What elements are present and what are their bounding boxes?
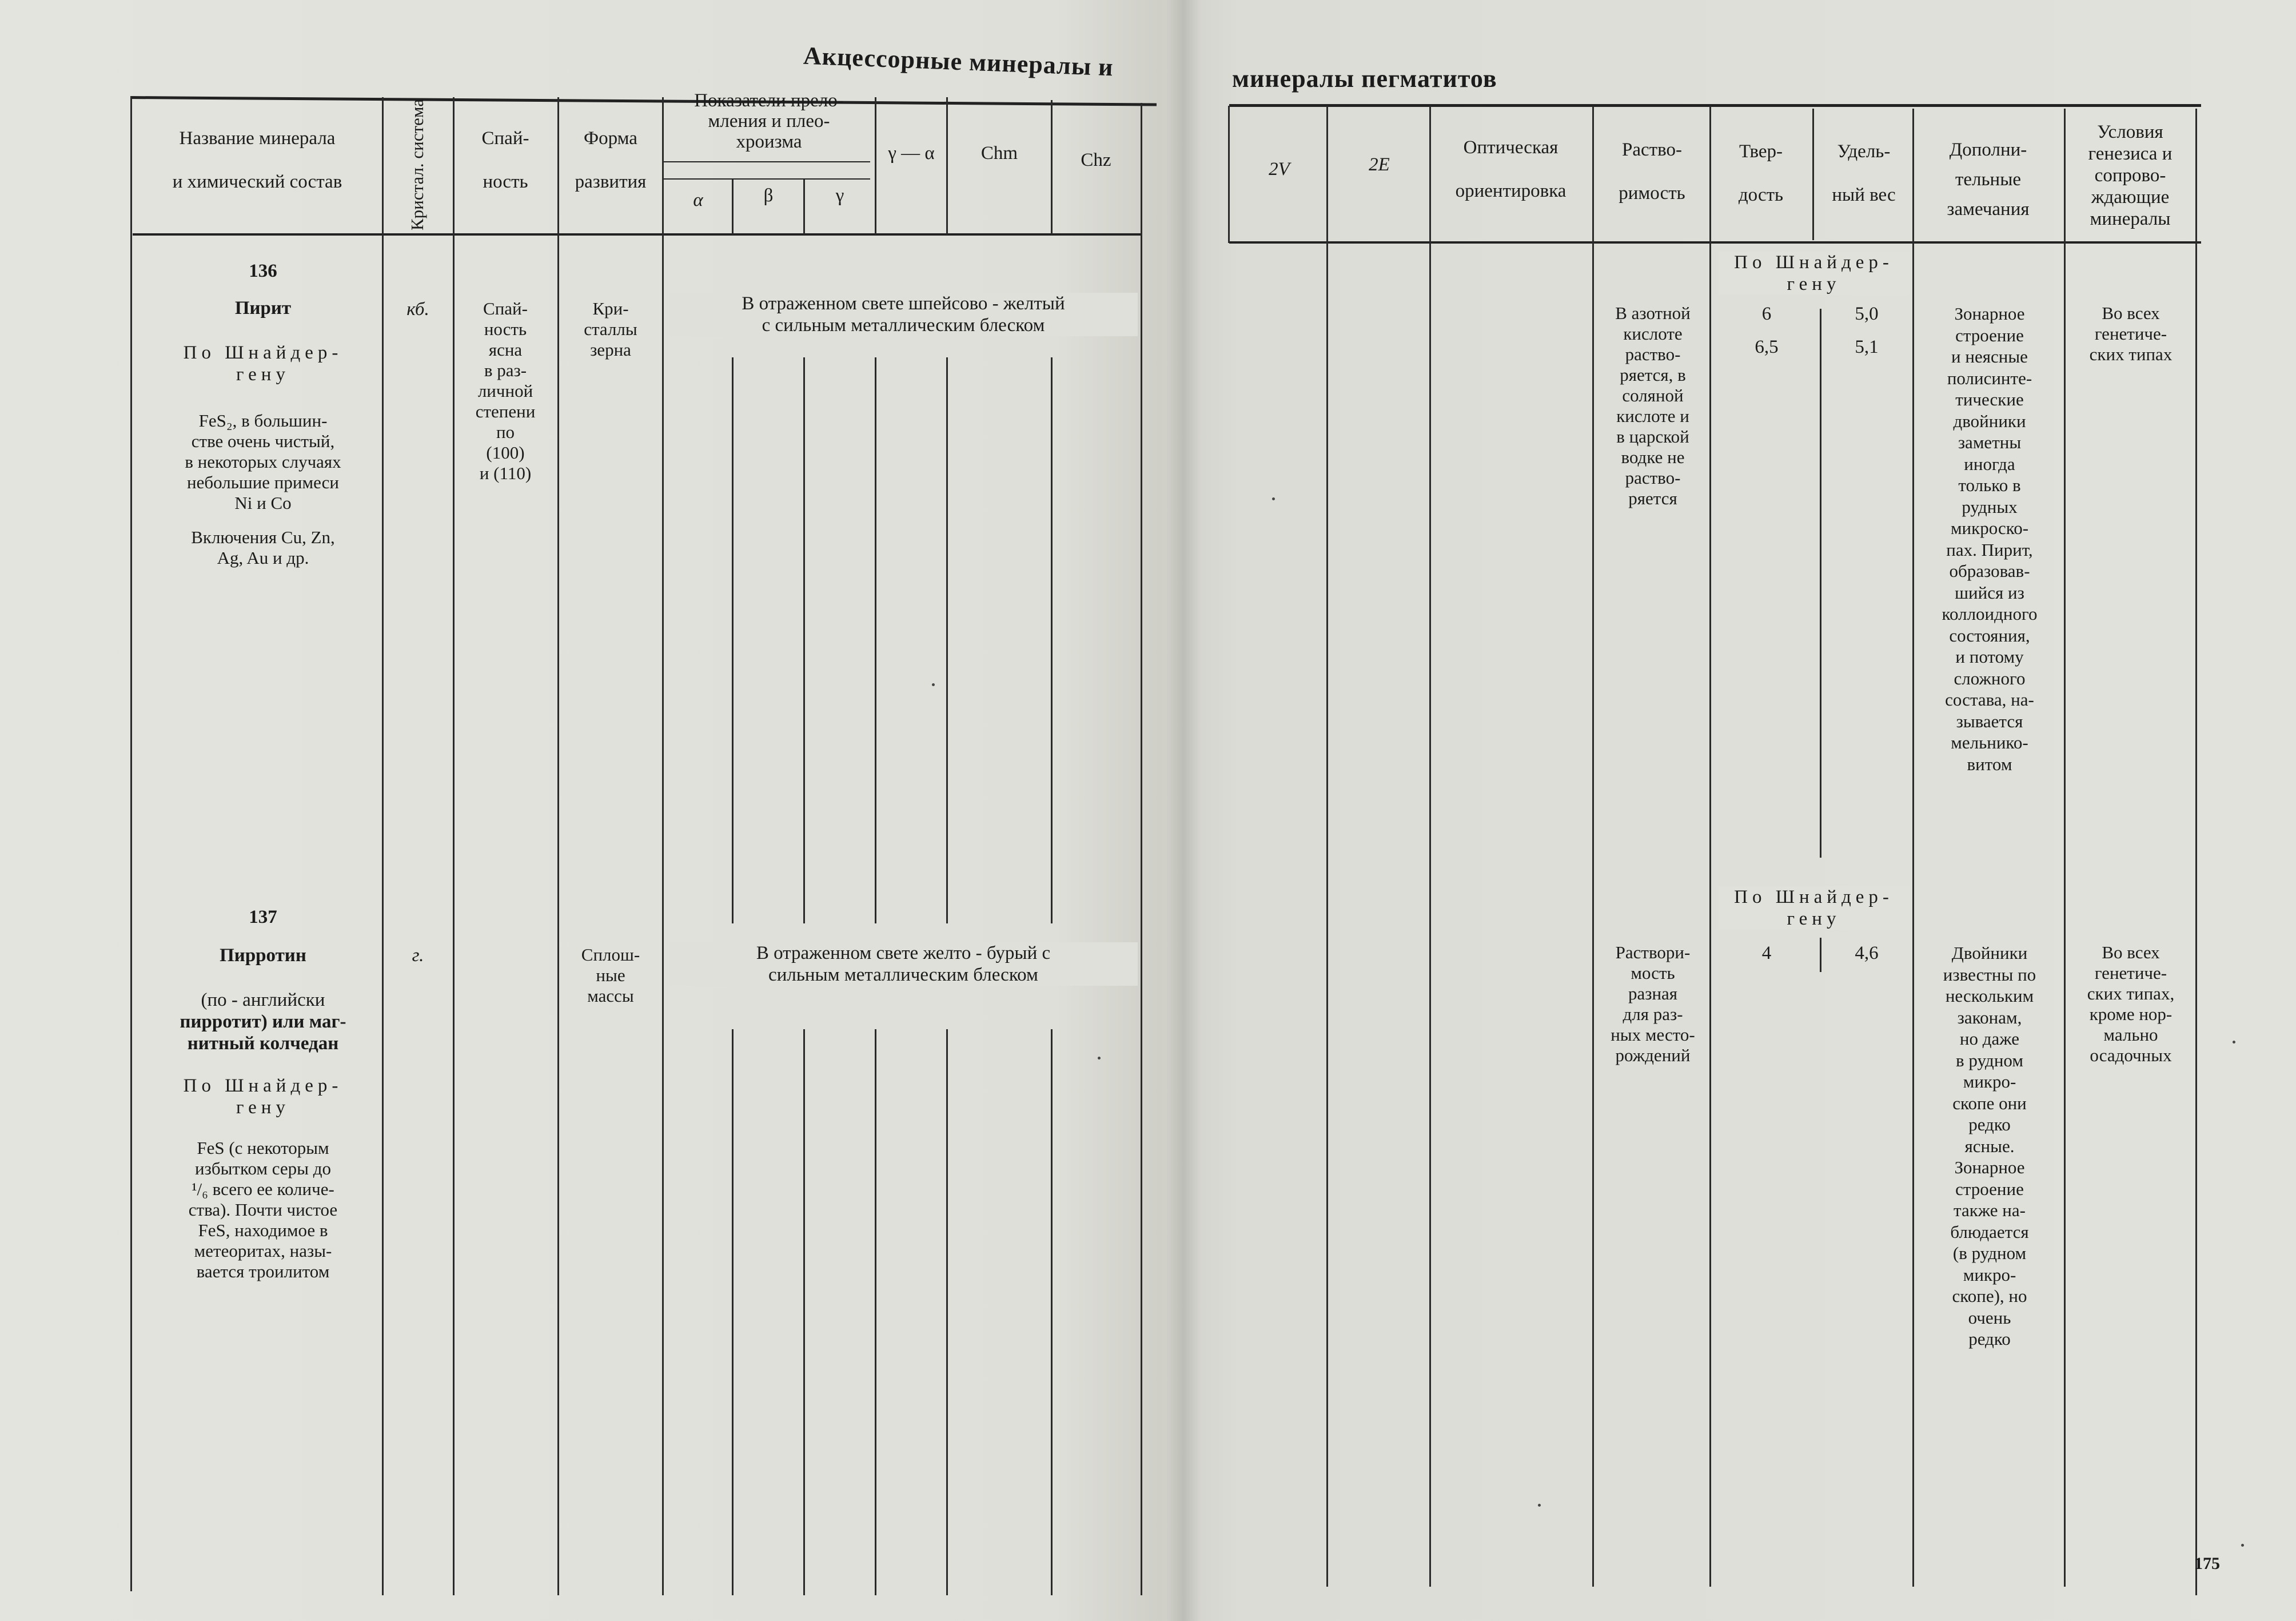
left-table-top-rule xyxy=(130,96,1157,106)
mineral-137-source-line1: По Шнайдер- xyxy=(183,1076,343,1096)
col-divider-gamma-a xyxy=(875,97,876,234)
mineral-137-system: г. xyxy=(412,945,424,966)
col-divider-form xyxy=(662,97,664,1595)
header-optical-line2: ориентировка xyxy=(1455,181,1566,201)
mineral-137-genesis-line2: генетиче- xyxy=(2094,963,2167,983)
col-divider-alpha-b xyxy=(732,357,734,923)
header-refraction-line1: Показатели прело- xyxy=(694,90,844,111)
header-cleavage xyxy=(457,127,553,193)
mineral-136-solubility-line10: ряется xyxy=(1628,488,1677,508)
mineral-137-solubility-line4: для раз- xyxy=(1623,1004,1683,1024)
mineral-136-notes xyxy=(1918,303,2061,775)
header-form-line2: развития xyxy=(575,172,647,192)
mineral-136-genesis-line3: ских типах xyxy=(2089,344,2173,364)
col-divider-gamma-c xyxy=(875,1029,876,1595)
mineral-136-genesis xyxy=(2068,303,2193,365)
right-col-divider-hardness-c xyxy=(1820,938,1821,972)
mineral-136-solubility-line9: раство- xyxy=(1625,468,1681,488)
mineral-136-notes-line10: рудных xyxy=(1962,496,2018,517)
mineral-136-solubility-line5: соляной xyxy=(1622,385,1684,405)
mineral-137-solubility xyxy=(1598,942,1708,1066)
mineral-137-reflected-line1: В отраженном свете желто - бурый с xyxy=(756,943,1051,963)
mineral-137-alt-names xyxy=(137,989,389,1054)
mineral-136-form-line2: сталлы xyxy=(584,319,637,339)
mineral-137-composition-line3: ¹/₆ всего ее количе- xyxy=(192,1179,334,1199)
header-solubility xyxy=(1596,138,1708,205)
header-notes-line1: Дополни- xyxy=(1949,140,2027,160)
header-cleavage-line1: Спай- xyxy=(481,128,529,149)
right-col-divider-2e xyxy=(1429,106,1431,1587)
mineral-136-cleavage-line6: степени xyxy=(475,401,536,421)
header-name-line1: Название минерала xyxy=(179,128,336,149)
mineral-136-inclusions xyxy=(137,527,389,568)
header-form xyxy=(562,127,659,193)
mineral-136-source xyxy=(137,342,389,385)
mineral-137-notes-line18: очень xyxy=(1968,1307,2011,1328)
header-refraction-line3: хроизма xyxy=(736,132,802,152)
right-col-divider-hardness xyxy=(1812,109,1814,240)
mineral-136-density-2: 5,1 xyxy=(1855,337,1879,357)
right-col-divider-optical xyxy=(1592,106,1594,1587)
mineral-137-name: Пирротин xyxy=(220,945,306,966)
mineral-136-form-line1: Кри- xyxy=(592,298,629,318)
header-gamma-alpha: γ — α xyxy=(888,143,935,164)
mineral-136-composition-line1: FeS₂, в большин- xyxy=(198,411,328,431)
mineral-137-genesis xyxy=(2068,942,2193,1066)
header-solubility-line1: Раство- xyxy=(1622,140,1682,160)
header-chz: Chz xyxy=(1081,150,1111,170)
mineral-137-solubility-line6: рождений xyxy=(1615,1045,1691,1065)
header-genesis-line5: минералы xyxy=(2090,209,2171,229)
right-col-divider-density xyxy=(1912,109,1914,1587)
mineral-137-reflected-line2: сильным металлическим блеском xyxy=(768,965,1038,985)
mineral-137-solubility-line1: Раствори- xyxy=(1615,942,1691,962)
mineral-137-notes-line7: микро- xyxy=(1963,1072,2016,1092)
header-name-line2: и химический состав xyxy=(172,172,342,192)
mineral-136-notes-line1: Зонарное xyxy=(1954,304,2025,324)
col-divider-gamma-b xyxy=(875,357,876,923)
right-col-divider-notes xyxy=(2064,109,2066,1587)
mineral-137-notes xyxy=(1918,942,2061,1350)
mineral-136-source-right xyxy=(1718,252,1910,295)
mineral-137-source-right xyxy=(1718,886,1910,930)
mineral-137-genesis-line6: осадочных xyxy=(2090,1045,2172,1065)
header-density-line2: ный вес xyxy=(1832,185,1896,205)
col-divider-crystal xyxy=(453,97,455,1595)
mineral-136-cleavage-line7: по xyxy=(496,422,515,442)
mineral-136-reflected-line1: В отраженном свете шпейсово - желтый xyxy=(742,293,1065,314)
mineral-136-density-1: 5,0 xyxy=(1855,304,1879,324)
mineral-136-solubility-line2: кислоте xyxy=(1623,324,1683,344)
right-table-outer-edge xyxy=(2195,109,2197,1595)
header-hardness xyxy=(1712,140,1809,206)
mineral-136-notes-line5: тические xyxy=(1955,389,2024,409)
mineral-137-genesis-line1: Во всех xyxy=(2102,942,2160,962)
greek-row-rule xyxy=(663,178,870,180)
mineral-136-inclusions-line1: Включения Cu, Zn, xyxy=(191,527,335,547)
right-col-divider-2v xyxy=(1326,106,1328,1587)
mineral-136-solubility-line6: кислоте и xyxy=(1616,406,1689,426)
mineral-137-notes-line4: законам, xyxy=(1957,1007,2022,1027)
mineral-137-composition-line4: ства). Почти чистое xyxy=(188,1200,338,1220)
mineral-137-composition-line2: избытком серы до xyxy=(195,1158,331,1178)
mineral-136-notes-line11: микроско- xyxy=(1950,518,2029,538)
mineral-137-notes-line9: редко xyxy=(1968,1114,2011,1134)
mineral-136-notes-line9: только в xyxy=(1958,475,2021,495)
mineral-137-composition-line7: вается троилитом xyxy=(196,1261,330,1281)
col-divider-chm-c xyxy=(1051,1029,1053,1595)
mineral-136-hardness-2: 6,5 xyxy=(1755,337,1779,357)
print-speck xyxy=(1538,1504,1541,1507)
mineral-136-solubility-line4: ряется, в xyxy=(1620,365,1686,385)
mineral-137-form xyxy=(561,945,660,1006)
mineral-136-composition-line3: в некоторых случаях xyxy=(185,452,341,472)
mineral-136-notes-line16: состояния, xyxy=(1949,625,2030,646)
mineral-137-alt-line2: пирротит) или маг- xyxy=(180,1011,346,1032)
header-refraction xyxy=(666,90,872,152)
mineral-137-alt-line1: (по - английски xyxy=(201,990,325,1010)
header-hardness-line1: Твер- xyxy=(1739,141,1783,162)
mineral-136-notes-line15: коллоидного xyxy=(1942,604,2038,624)
mineral-137-composition xyxy=(137,1138,389,1282)
print-speck xyxy=(2241,1544,2244,1547)
mineral-137-notes-line15: (в рудном xyxy=(1952,1243,2027,1263)
header-solubility-line2: римость xyxy=(1619,183,1685,204)
col-divider-alpha-a xyxy=(732,180,734,234)
mineral-137-notes-line14: блюдается xyxy=(1950,1221,2029,1242)
col-divider-beta-a xyxy=(803,180,805,234)
mineral-136-cleavage-line5: личной xyxy=(477,381,533,401)
mineral-136-form-line3: зерна xyxy=(590,340,631,360)
mineral-137-form-line1: Сплош- xyxy=(581,945,640,965)
mineral-137-notes-line2: известны по xyxy=(1943,964,2036,985)
mineral-137-hardness: 4 xyxy=(1761,943,1772,963)
mineral-136-notes-line3: и неясные xyxy=(1951,346,2028,367)
mineral-136-solubility-line7: в царской xyxy=(1616,427,1689,447)
mineral-136-notes-line19: состава, на- xyxy=(1945,690,2034,710)
col-divider-galpha-c xyxy=(946,1029,948,1595)
print-speck xyxy=(2233,1041,2235,1044)
mineral-137-form-line3: массы xyxy=(587,986,634,1006)
mineral-136-density xyxy=(1824,303,1910,358)
mineral-137-alt-line3: нитный колчедан xyxy=(187,1033,339,1054)
refraction-subheader-rule xyxy=(663,161,870,162)
mineral-137-notes-line5: но даже xyxy=(1959,1029,2020,1049)
header-notes-line3: замечания xyxy=(1947,199,2030,220)
col-divider-chm-b xyxy=(1051,357,1053,923)
col-divider-alpha-c xyxy=(732,1029,734,1595)
mineral-137-notes-line12: строение xyxy=(1955,1178,2024,1199)
mineral-136-notes-line12: пах. Пирит, xyxy=(1946,539,2033,560)
mineral-136-number: 136 xyxy=(249,261,277,281)
header-genesis xyxy=(2067,121,2194,230)
mineral-136-system: кб. xyxy=(406,299,429,320)
mineral-137-composition-line1: FeS (с некоторым xyxy=(197,1138,329,1158)
header-2e: 2E xyxy=(1369,154,1390,175)
mineral-137-genesis-line3: ских типах, xyxy=(2087,983,2175,1003)
col-divider-name xyxy=(382,97,384,1595)
col-divider-beta-c xyxy=(803,1029,805,1595)
mineral-137-notes-line19: редко xyxy=(1968,1329,2011,1349)
mineral-137-notes-line3: нескольким xyxy=(1945,986,2034,1006)
mineral-136-name: Пирит xyxy=(234,298,292,318)
header-gamma: γ xyxy=(835,185,844,206)
left-table-outer-edge xyxy=(130,96,132,1591)
mineral-136-composition-line4: небольшие примеси xyxy=(187,472,339,492)
mineral-136-solubility-line8: водке не xyxy=(1621,447,1685,467)
mineral-137-notes-line8: скопе они xyxy=(1952,1093,2027,1113)
header-notes xyxy=(1915,135,2061,224)
mineral-137-notes-line6: в рудном xyxy=(1956,1050,2023,1070)
right-table-top-rule xyxy=(1229,104,2201,107)
mineral-136-notes-line6: двойники xyxy=(1953,411,2026,431)
mineral-136-reflected-line2: с сильным металлическим блеском xyxy=(762,315,1045,336)
mineral-136-cleavage-line9: и (110) xyxy=(479,463,532,483)
mineral-137-solubility-line3: разная xyxy=(1628,983,1678,1003)
header-notes-line2: тельные xyxy=(1955,169,2022,190)
mineral-137-genesis-line5: мально xyxy=(2103,1025,2158,1045)
col-divider-chm-a xyxy=(1051,100,1053,234)
col-divider-galpha-b xyxy=(946,357,948,923)
mineral-137-solubility-line2: мость xyxy=(1631,963,1675,983)
mineral-136-notes-line4: полисинте- xyxy=(1947,368,2032,388)
header-genesis-line1: Условия xyxy=(2097,122,2163,142)
mineral-136-composition-line5: Ni и Co xyxy=(234,493,292,513)
right-col-divider-hardness-b xyxy=(1820,309,1821,858)
book-gutter xyxy=(1166,0,1201,1621)
mineral-137-number: 137 xyxy=(249,907,277,927)
mineral-137-notes-line13: также на- xyxy=(1954,1200,2026,1220)
left-page-header: Акцессорные минералы и xyxy=(803,41,1114,82)
mineral-136-solubility-line1: В азотной xyxy=(1615,303,1691,323)
page-number: 175 xyxy=(2194,1554,2220,1573)
mineral-137-form-line2: ные xyxy=(596,965,625,985)
header-genesis-line2: генезиса и xyxy=(2088,144,2173,164)
mineral-136-notes-line8: иногда xyxy=(1964,453,2015,474)
header-beta: β xyxy=(763,185,774,206)
mineral-136-source-line1: По Шнайдер- xyxy=(183,342,343,363)
mineral-136-solubility-line3: раство- xyxy=(1625,344,1681,364)
mineral-137-density: 4,6 xyxy=(1855,943,1879,963)
col-divider-beta-b xyxy=(803,357,805,923)
mineral-136-genesis-line1: Во всех xyxy=(2102,303,2160,323)
header-2v: 2V xyxy=(1269,159,1290,180)
mineral-137-solubility-line5: ных место- xyxy=(1611,1025,1695,1045)
mineral-136-notes-line14: шийся из xyxy=(1955,582,2024,603)
mineral-136-source-right-line2: гену xyxy=(1787,274,1841,294)
mineral-137-reflected-light xyxy=(669,942,1138,986)
mineral-137-notes-line1: Двойники xyxy=(1951,943,2028,963)
mineral-137-composition-line5: FeS, находимое в xyxy=(198,1220,328,1240)
mineral-136-notes-line20: зывается xyxy=(1956,711,2023,731)
mineral-136-composition xyxy=(137,411,389,513)
header-genesis-line3: сопрово- xyxy=(2094,165,2166,186)
mineral-136-notes-line18: сложного xyxy=(1954,668,2026,688)
mineral-137-notes-line10: ясные. xyxy=(1964,1136,2015,1156)
header-optical-line1: Оптическая xyxy=(1463,137,1558,158)
mineral-137-source-right-line2: гену xyxy=(1787,909,1841,929)
header-hardness-line2: дость xyxy=(1738,185,1784,205)
mineral-136-notes-line13: образовав- xyxy=(1949,561,2030,581)
header-form-line1: Форма xyxy=(584,128,637,149)
header-chm: Chm xyxy=(980,143,1018,164)
header-alpha: α xyxy=(693,190,703,210)
left-table-inner-edge xyxy=(1141,103,1142,1595)
mineral-137-source-line2: гену xyxy=(236,1097,290,1118)
mineral-136-notes-line21: мельнико- xyxy=(1951,732,2028,752)
print-speck xyxy=(1272,497,1275,500)
mineral-136-source-line2: гену xyxy=(236,364,290,385)
header-refraction-line2: мления и плео- xyxy=(708,111,830,132)
mineral-136-composition-line2: стве очень чистый, xyxy=(191,431,335,451)
mineral-137-genesis-line4: кроме нор- xyxy=(2089,1004,2173,1024)
mineral-136-cleavage-line3: ясна xyxy=(488,340,523,360)
col-divider-cleavage xyxy=(557,97,559,1595)
mineral-136-hardness-1: 6 xyxy=(1761,304,1772,324)
mineral-137-notes-line16: микро- xyxy=(1963,1264,2016,1285)
mineral-136-notes-line22: витом xyxy=(1967,754,2012,774)
header-genesis-line4: ждающие xyxy=(2091,187,2170,208)
header-crystal-system: Кристал. система xyxy=(407,98,427,231)
left-table-header-rule xyxy=(133,233,1142,236)
header-density xyxy=(1818,140,1910,206)
print-speck xyxy=(932,683,935,686)
mineral-136-source-right-line1: По Шнайдер- xyxy=(1734,252,1894,273)
mineral-136-cleavage-line2: ность xyxy=(484,319,527,339)
mineral-136-notes-line2: строение xyxy=(1955,325,2024,345)
right-col-divider-solubility xyxy=(1709,106,1711,1587)
mineral-137-notes-line11: Зонарное xyxy=(1954,1157,2025,1177)
right-page-header: минералы пегматитов xyxy=(1232,65,1497,93)
mineral-136-cleavage-line4: в раз- xyxy=(484,360,527,380)
mineral-136-cleavage xyxy=(456,298,555,484)
col-divider-galpha-a xyxy=(946,97,948,234)
print-speck xyxy=(1098,1057,1101,1060)
header-cleavage-line2: ность xyxy=(483,172,528,192)
mineral-136-cleavage-line8: (100) xyxy=(486,443,525,463)
mineral-137-source-right-line1: По Шнайдер- xyxy=(1734,887,1894,907)
mineral-136-notes-line17: и потому xyxy=(1955,647,2024,667)
mineral-136-inclusions-line2: Ag, Au и др. xyxy=(217,548,309,568)
mineral-136-solubility xyxy=(1598,303,1708,509)
mineral-137-notes-line17: скопе), но xyxy=(1952,1286,2027,1306)
header-optical xyxy=(1432,136,1589,202)
header-density-line1: Удель- xyxy=(1837,141,1891,162)
mineral-136-reflected-light xyxy=(669,293,1138,336)
mineral-136-cleavage-line1: Спай- xyxy=(483,298,528,318)
header-name xyxy=(137,127,377,193)
right-table-header-rule xyxy=(1229,241,2201,244)
mineral-136-notes-line7: заметны xyxy=(1958,432,2022,452)
mineral-136-genesis-line2: генетиче- xyxy=(2094,324,2167,344)
right-col-divider-left xyxy=(1228,106,1230,243)
mineral-136-hardness xyxy=(1718,303,1815,358)
mineral-136-form xyxy=(561,298,660,360)
mineral-137-composition-line6: метеоритах, назы- xyxy=(194,1241,332,1261)
mineral-137-source xyxy=(137,1075,389,1118)
